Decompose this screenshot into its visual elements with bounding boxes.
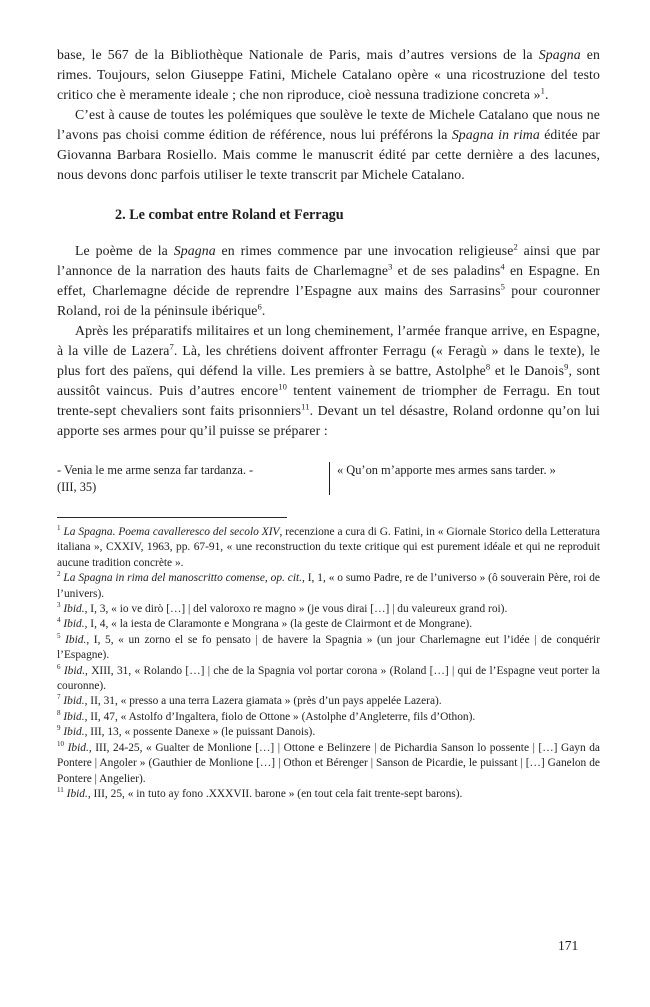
section-heading: 2. Le combat entre Roland et Ferragu — [115, 207, 344, 223]
footnote: $^8$ Ibid., II, 47, « Astolfo d’Ingaltera, fiolo de Ottone » (Astolphe d’Angleterre, fils d’Othon). — [57, 709, 476, 723]
page-number: 171 — [558, 938, 579, 953]
footnote: $^5$ Ibid., I, 5, « un zorno el se fo pensato | de havere la Spagnia » (un jour Charlemagne eut l’idée | de conquérir l’Espagne). — [57, 632, 600, 662]
bilingual-quote — [57, 462, 600, 495]
paragraph-1: base, le 567 de la Bibliothèque Nationale de Paris, mais d’autres versions de la Spagna en rimes. Toujours, selon Giuseppe Fatini, Michele Catalano opère « una ricostruzione del testo critico che è meramente ideale ; che non riproduce, cioè nessuna tradizione concreta »$^1$. — [57, 47, 600, 102]
quote-original-verse: - Venia le me arme senza far tardanza. - — [57, 463, 254, 477]
footnote: $^2$ La Spagna in rima del manoscritto comense, op. cit., I, 1, « o sumo Padre, re de l’universo » (ô souverain Père, roi de l’univers). — [57, 570, 600, 600]
footnote: $^7$ Ibid., II, 31, « presso a una terra Lazera giamata » (près d’un pays appelée Lazera). — [57, 693, 442, 708]
paragraph-3: Le poème de la Spagna en rimes commence par une invocation religieuse$^2$ ainsi que par l’annonce de la narration des hauts faits de Charlemagne$^3$ et de ses paladins$^4$ en Espagne. En effet, Charlemagne décide de reprendre l’Espagne aux mains des Sarrasins$^5$ pour couronner Roland, roi de la péninsule ibérique$^6$. — [57, 241, 601, 318]
paragraph-4: Après les préparatifs militaires et un long cheminement, l’armée franque arrive, en Espagne, à la ville de Lazera$^7$. Là, les chrétiens doivent affronter Ferragu (« Feragù » dans le texte), le plus fort des païens, qui défend la ville. Les premiers à se battre, Astolphe$^8$ et le Danois$^9$, sont aussitôt vaincus. Puis d’autres encore$^{10}$ tentent vainement de triompher de Ferragu. En tout trente-sept chevaliers sont faits prisonniers$^{11}$. Devant un tel désastre, Roland ordonne qu’on lui apporte ses armes pour qu’il puisse se préparer : — [57, 323, 600, 438]
quote-original — [57, 462, 319, 495]
page-body — [57, 45, 600, 802]
quote-translation: « Qu’on m’apporte mes armes sans tarder. » — [329, 462, 600, 495]
footnote: $^{10}$ Ibid., III, 24-25, « Gualter de Monlione […] | Ottone e Belinzere | de Pichardia Sanson lo possente | […] Gayn da Pontere | Angoler » (Gauthier de Monlione […] | Othon et Bérenger | Sanson de Picardie, le puissant | […] Ganelon de Pontere | Angelier). — [57, 739, 600, 785]
footnote: $^{11}$ Ibid., III, 25, « in tuto ay fono .XXXVII. barone » (en tout cela fait trente-sept barons). — [57, 786, 463, 800]
footnote: $^1$ La Spagna. Poema cavalleresco del secolo XIV, recenzione a cura di G. Fatini, in « Giornale Storico della Letteratura italiana », CXXIV, 1963, pp. 67-91, « une reconstruction du texte critique qui est purement idéale et qui ne reproduit aucune tradition concrète ». — [57, 524, 600, 569]
footnote: $^4$ Ibid., I, 4, « la iesta de Claramonte e Mongrana » (la geste de Clairmont et de Mongrane). — [57, 616, 473, 631]
footnote: $^3$ Ibid., I, 3, « io ve dirò […] | del valoroxo re magno » (je vous dirai […] | du valeureux grand roi). — [57, 601, 508, 616]
footnote: $^9$ Ibid., III, 13, « possente Danexe » (le puissant Danois). — [57, 724, 316, 739]
footnote: $^6$ Ibid., XIII, 31, « Rolando […] | che de la Spagnia vol portar corona » (Roland […] | qui de l’Espagne veut porter la couronne). — [57, 662, 600, 693]
quote-original-reference: (III, 35) — [57, 479, 97, 494]
footnote-separator — [57, 517, 287, 518]
footnotes-section — [57, 525, 600, 802]
paragraph-2: C’est à cause de toutes les polémiques que soulève le texte de Michele Catalano que nous ne l’avons pas choisi comme édition de référence, nous lui préférons la Spagna in rima éditée par Giovanna Barbara Rosiello. Mais comme le manuscrit édité par cette dernière a des lacunes, nous devons donc parfois utiliser le texte transcrit par Michele Catalano. — [57, 107, 600, 182]
